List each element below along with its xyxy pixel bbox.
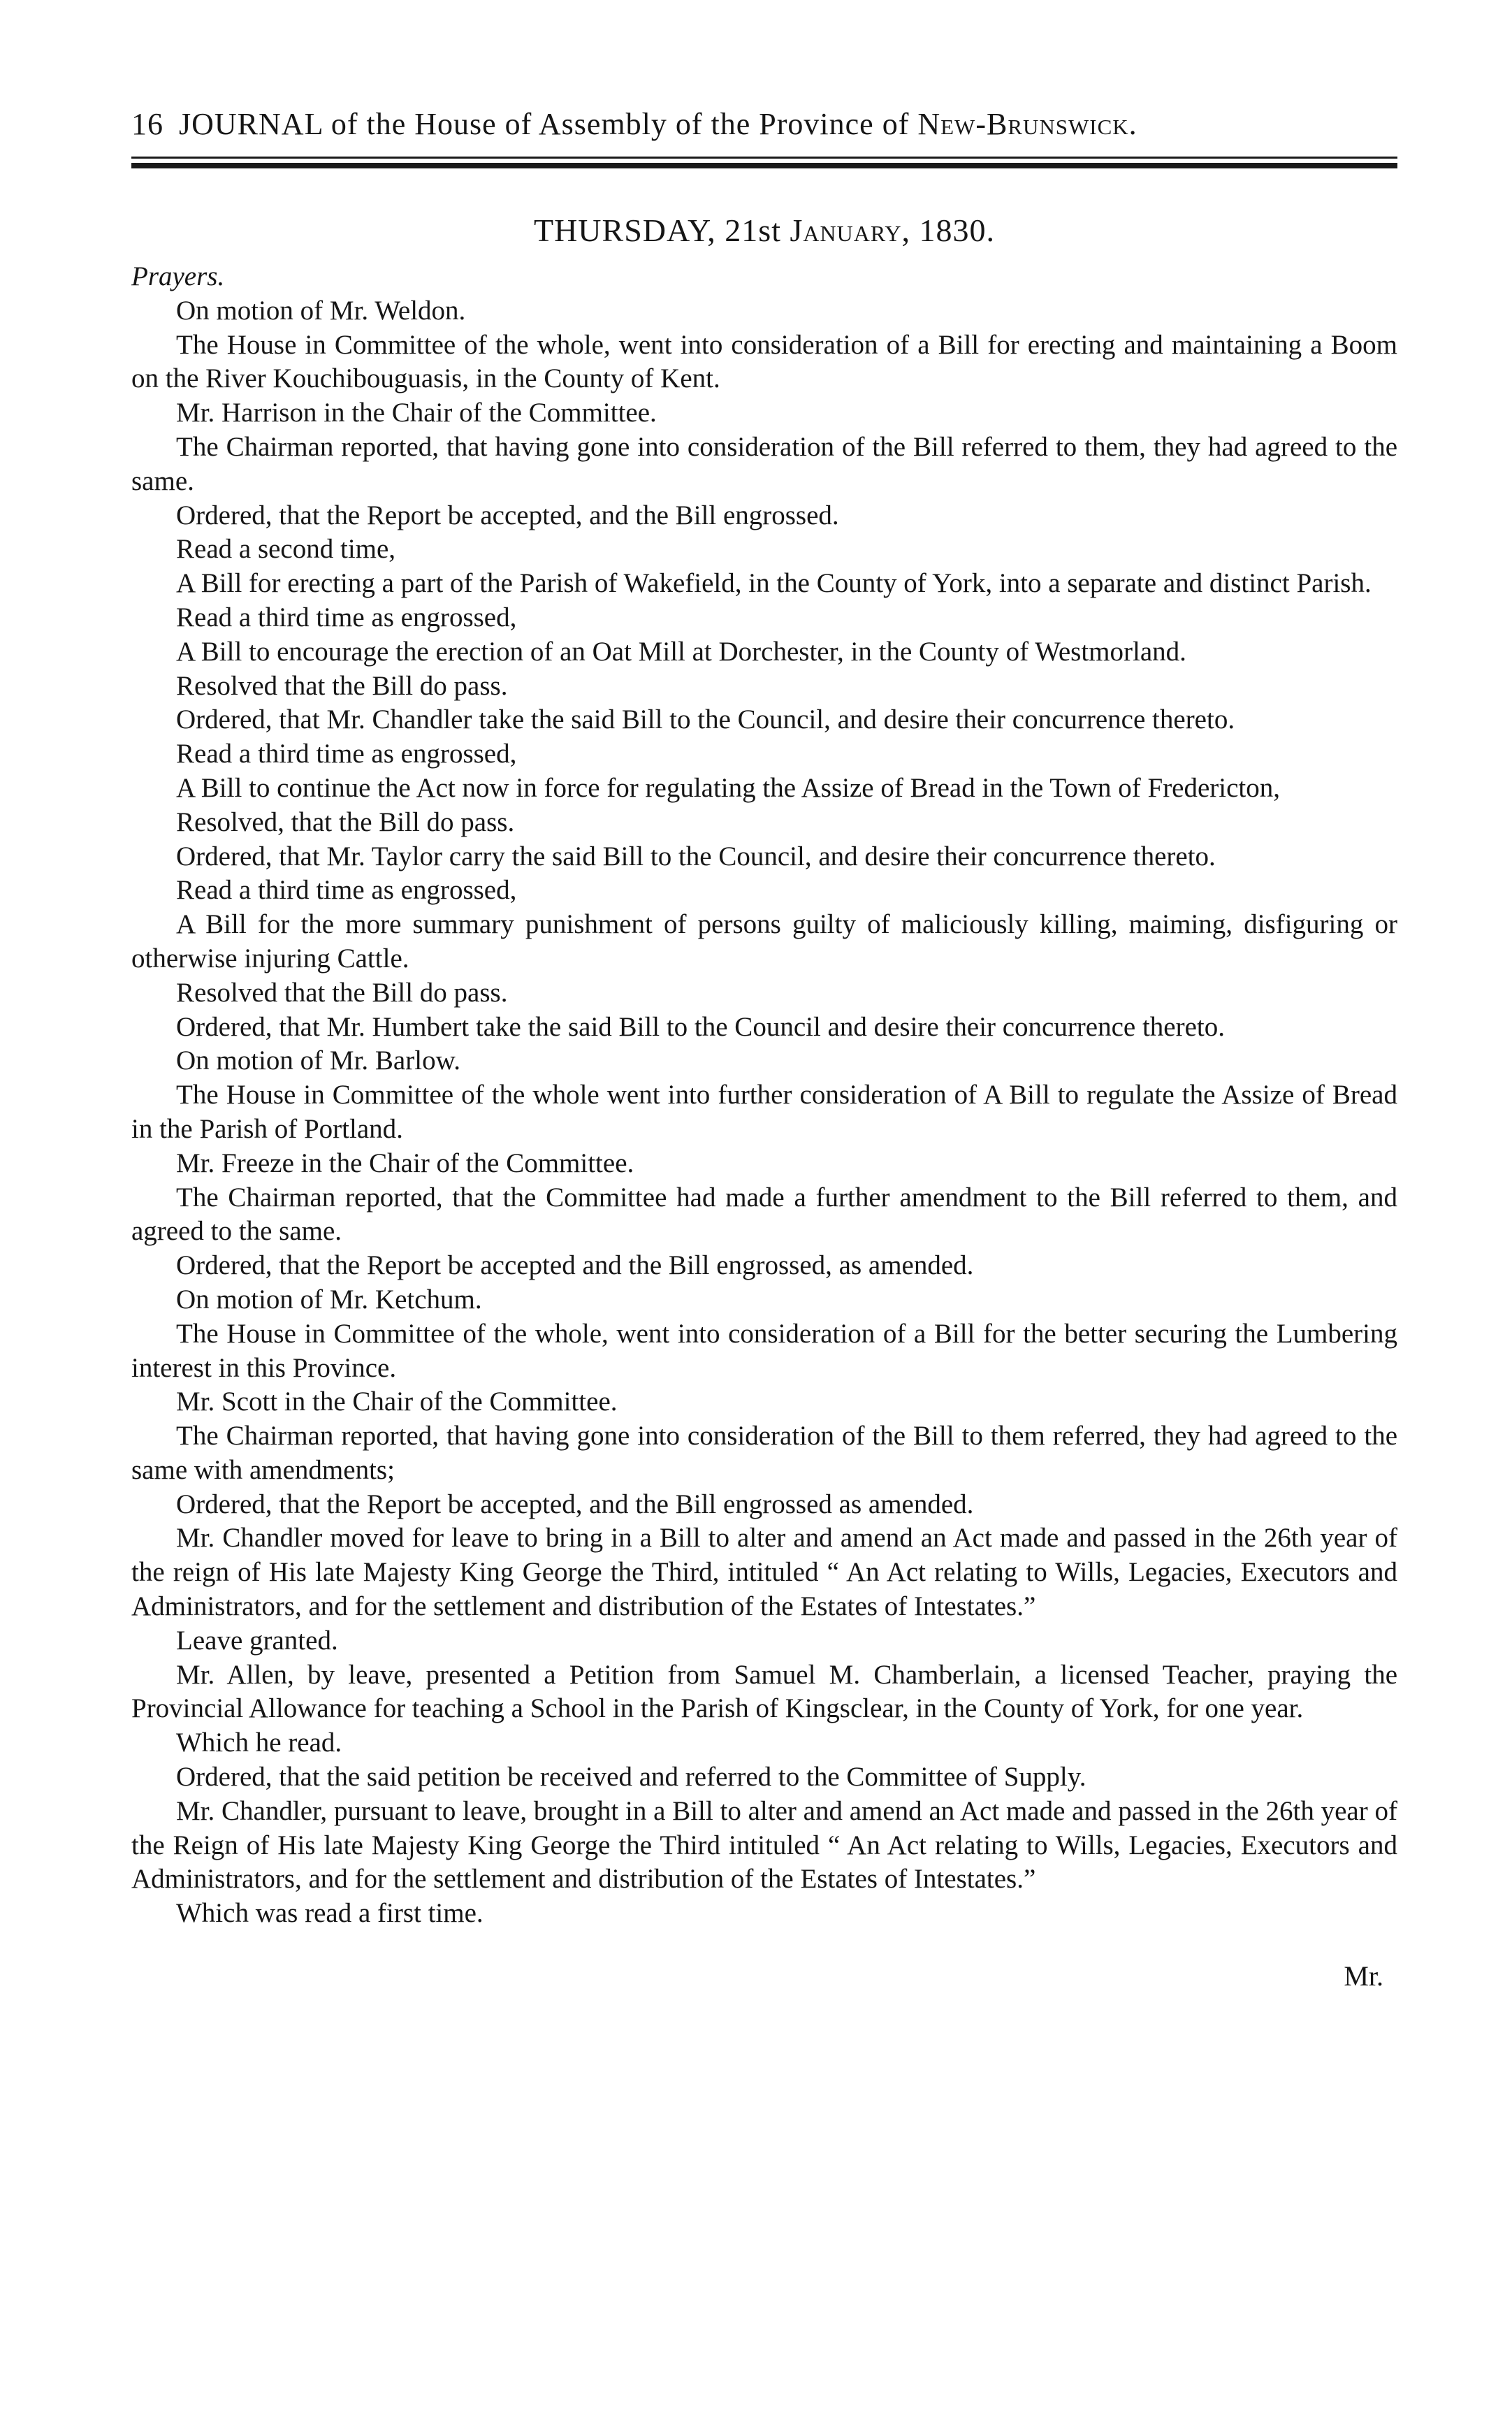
header-rule-thin: [131, 157, 1397, 159]
date-year: 1830.: [910, 212, 996, 248]
journal-entry: Ordered, that the Report be accepted and the Bill engrossed, as amended.: [176, 1250, 974, 1281]
journal-entry: The House in Committee of the whole, went into consideration of a Bill for erecting and maintaining a Boom on the River Kouchibouguasis, in the County of Kent.: [131, 329, 1397, 394]
date-heading: [131, 210, 1397, 252]
journal-entry: Resolved, that the Bill do pass.: [176, 806, 515, 837]
journal-entry: A Bill to encourage the erection of an Oat Mill at Dorchester, in the County of Westmorland.: [176, 636, 1186, 667]
journal-entry: Ordered, that Mr. Chandler take the said Bill to the Council, and desire their concurrence thereto.: [176, 704, 1235, 735]
journal-entry: A Bill for erecting a part of the Parish of Wakefield, in the County of York, into a separate and distinct Parish.: [176, 568, 1372, 599]
journal-entry: Which he read.: [176, 1728, 342, 1758]
journal-entry: The House in Committee of the whole, went into consideration of a Bill for the better securing the Lumbering interest in this Province.: [131, 1318, 1397, 1383]
journal-entry: Mr. Scott in the Chair of the Committee.: [176, 1387, 618, 1417]
journal-entry: Ordered, that the said petition be received and referred to the Committee of Supply.: [176, 1762, 1086, 1793]
journal-entry: On motion of Mr. Barlow.: [176, 1045, 460, 1076]
journal-entry: Mr. Freeze in the Chair of the Committee.: [176, 1148, 634, 1178]
journal-entry: The Chairman reported, that having gone into consideration of the Bill to them referred, they had agreed to the same with amendments;: [131, 1421, 1397, 1485]
journal-entry: Read a second time,: [176, 534, 396, 565]
journal-entry: On motion of Mr. Ketchum.: [176, 1284, 482, 1315]
journal-title-prefix: JOURNAL of the House of Assembly of the Province of: [179, 107, 918, 141]
catchword: Mr.: [1344, 1960, 1383, 1992]
journal-entry: A Bill to continue the Act now in force for regulating the Assize of Bread in the Town of Fredericton,: [176, 772, 1281, 803]
journal-entry: Ordered, that Mr. Humbert take the said Bill to the Council and desire their concurrence thereto.: [176, 1011, 1226, 1042]
journal-entry: Which was read a first time.: [176, 1898, 484, 1929]
journal-entry-prayers: Prayers.: [131, 261, 225, 291]
journal-entry: The House in Committee of the whole went into further consideration of A Bill to regulate the Assize of Bread in the Parish of Portland.: [131, 1080, 1397, 1144]
journal-page: [131, 105, 1397, 1994]
journal-entry: Ordered, that Mr. Taylor carry the said Bill to the Council, and desire their concurrence thereto.: [176, 841, 1216, 871]
journal-entry: Resolved that the Bill do pass.: [176, 977, 508, 1008]
journal-entries: [131, 260, 1397, 1931]
journal-entry: A Bill for the more summary punishment of persons guilty of maliciously killing, maiming, disfiguring or otherwise injuring Cattle.: [131, 909, 1397, 973]
journal-entry: Read a third time as engrossed,: [176, 875, 517, 906]
journal-entry: Ordered, that the Report be accepted, and the Bill engrossed as amended.: [176, 1489, 974, 1519]
journal-entry: Leave granted.: [176, 1625, 338, 1656]
journal-entry: Read a third time as engrossed,: [176, 739, 517, 769]
journal-entry: Mr. Allen, by leave, presented a Petition from Samuel M. Chamberlain, a licensed Teacher, praying the Provincial Allowance for teaching a School in the Parish of Kingsclear, in the County of York, for one year.: [131, 1659, 1397, 1724]
header-rule-thick: [131, 163, 1397, 168]
journal-entry: The Chairman reported, that the Committee had made a further amendment to the Bill referred to them, and agreed to the same.: [131, 1182, 1397, 1247]
journal-entry: Mr. Chandler, pursuant to leave, brought in a Bill to alter and amend an Act made and passed in the 26th year of the Reign of His late Majesty King George the Third intituled “ An Act relating to Wills, Legacies, Executors and Administrators, and for the settlement and distribution of the Estates of Intestates.”: [131, 1795, 1397, 1895]
journal-entry: Resolved that the Bill do pass.: [176, 670, 508, 701]
journal-title-province: New-Brunswick.: [917, 107, 1137, 141]
journal-title: [179, 105, 1137, 144]
running-head: [131, 105, 1397, 144]
journal-entry: Read a third time as engrossed,: [176, 602, 517, 632]
date-month: January,: [790, 212, 911, 248]
journal-entry: Mr. Harrison in the Chair of the Committee.: [176, 398, 657, 428]
journal-entry: The Chairman reported, that having gone into consideration of the Bill referred to them, they had agreed to the same.: [131, 431, 1397, 496]
journal-entry: Mr. Chandler moved for leave to bring in a Bill to alter and amend an Act made and passed in the 26th year of the reign of His late Majesty King George the Third, intituled “ An Act relating to Wills, Legacies, Executors and Administrators, and for the settlement and distribution of the Estates of Intestates.”: [131, 1523, 1397, 1622]
journal-entry: Ordered, that the Report be accepted, and the Bill engrossed.: [176, 500, 839, 530]
page-number: 16: [131, 107, 163, 141]
header-double-rule: [131, 157, 1397, 175]
date-weekday: THURSDAY, 21st: [533, 212, 790, 248]
journal-entry: On motion of Mr. Weldon.: [176, 295, 466, 326]
